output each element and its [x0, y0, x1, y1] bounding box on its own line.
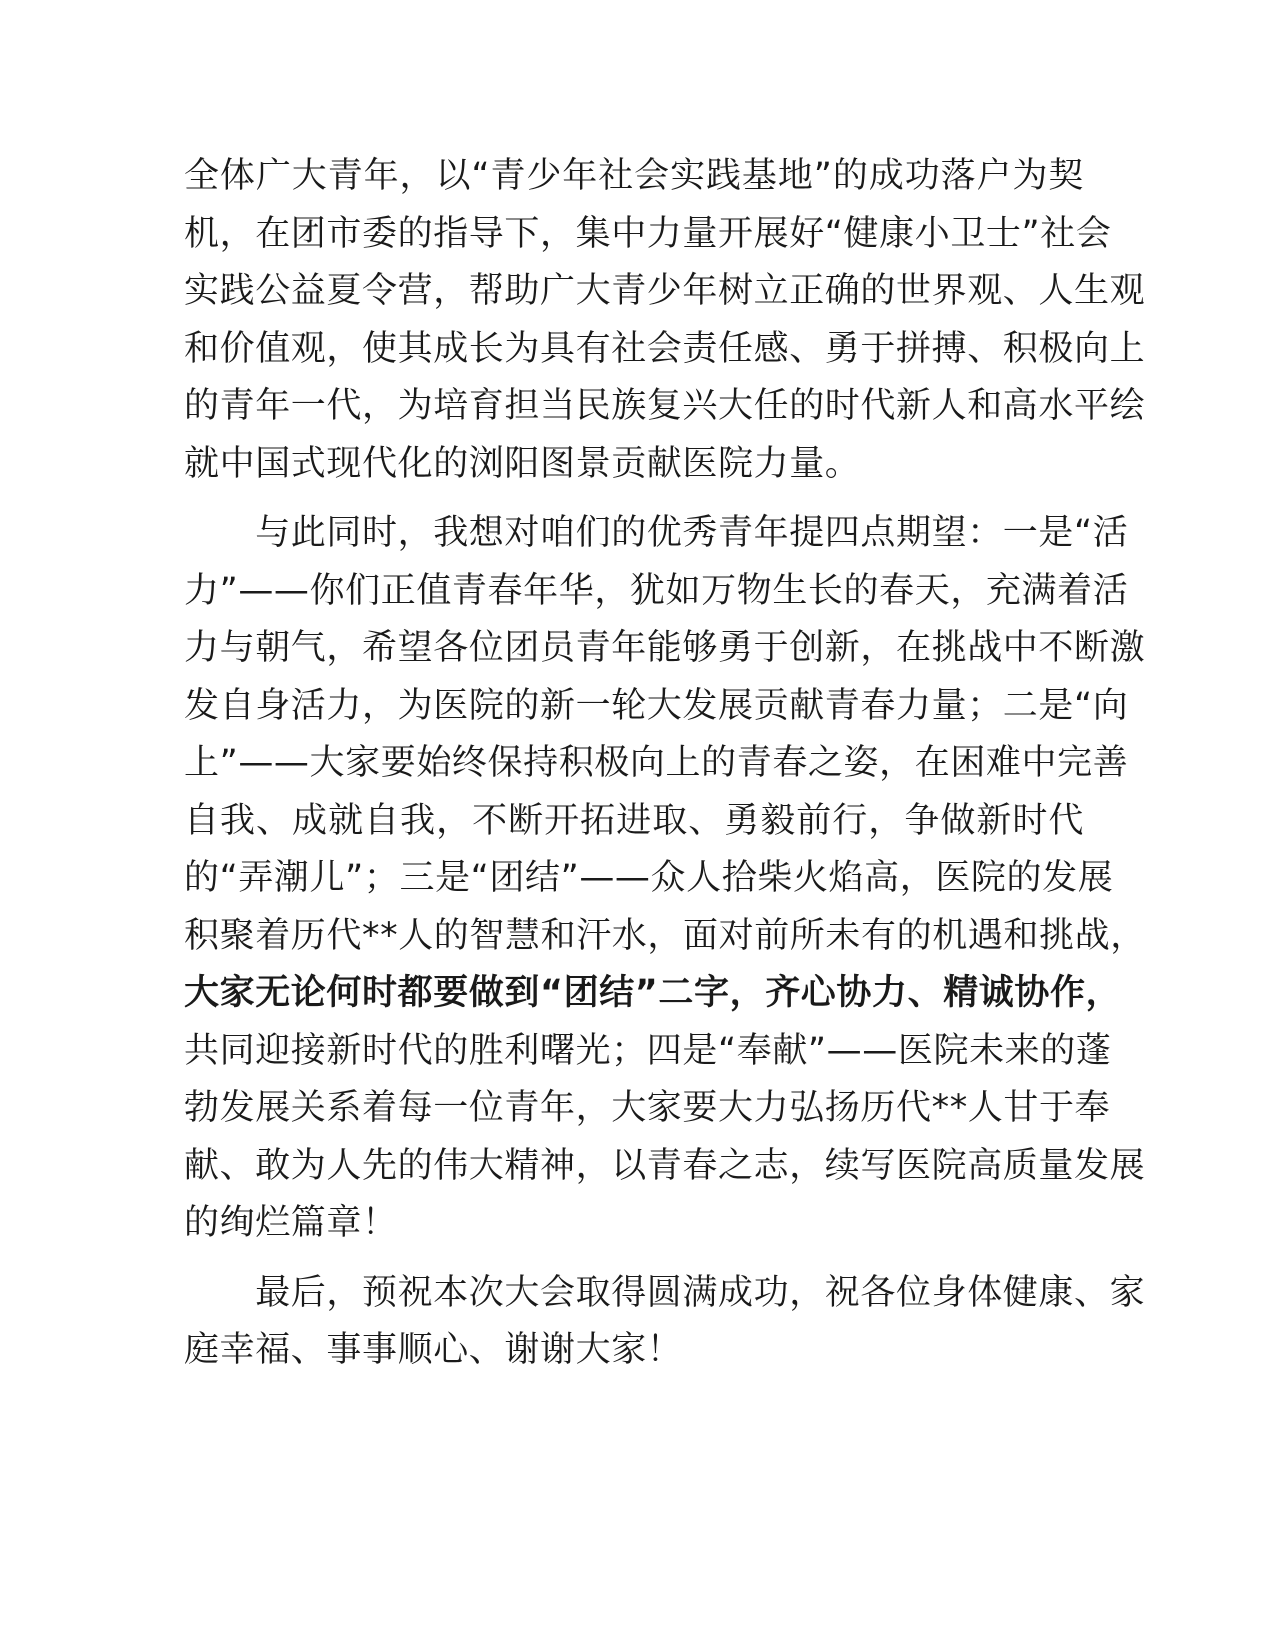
text-line: 发自身活力，为医院的新一轮大发展贡献青春力量；二是“向	[184, 685, 1129, 726]
paragraph-1	[184, 148, 1146, 493]
text-line: 实践公益夏令营，帮助广大青少年树立正确的世界观、人生观	[184, 271, 1146, 311]
text-line: 的绚烂篇章！	[184, 1203, 398, 1243]
text-line: 庭幸福、事事顺心、谢谢大家！	[184, 1330, 683, 1370]
text-line: 的青年一代，为培育担当民族复兴大任的时代新人和高水平绘	[184, 386, 1146, 426]
text-line: 勃发展关系着每一位青年，大家要大力弘扬历代**人甘于奉	[184, 1088, 1111, 1128]
text-line: 全体广大青年，以“青少年社会实践基地”的成功落户为契	[184, 156, 1084, 196]
text-line: 积聚着历代**人的智慧和汗水，面对前所未有的机遇和挑战，	[184, 915, 1146, 956]
paragraph-3	[184, 1265, 1146, 1380]
text-line: 力”——你们正值青春年华，犹如万物生长的春天，充满着活	[184, 570, 1129, 611]
text-line: 与此同时，我想对咱们的优秀青年提四点期望：一是“活	[184, 513, 1129, 553]
text-line: 共同迎接新时代的胜利曙光；四是“奉献”——医院未来的蓬	[184, 1030, 1112, 1071]
text-line: 自我、成就自我，不断开拓进取、勇毅前行，争做新时代	[184, 800, 1084, 841]
text-line-bold: 大家无论何时都要做到“团结”二字，齐心协力、精诚协作，	[184, 973, 1122, 1013]
paragraph-spacer	[184, 1253, 1084, 1265]
text-line: 就中国式现代化的浏阳图景贡献医院力量。	[184, 443, 861, 484]
text-line: 最后，预祝本次大会取得圆满成功，祝各位身体健康、家	[184, 1272, 1146, 1313]
paragraph-spacer	[184, 493, 1084, 505]
text-line: 上”——大家要始终保持积极向上的青春之姿，在困难中完善	[184, 743, 1129, 783]
paragraph-2	[184, 505, 1146, 1253]
text-line: 机，在团市委的指导下，集中力量开展好“健康小卫士”社会	[184, 213, 1112, 254]
text-line: 献、敢为人先的伟大精神，以青春之志，续写医院高质量发展	[184, 1145, 1146, 1186]
text-line: 力与朝气，希望各位团员青年能够勇于创新，在挑战中不断激	[184, 628, 1146, 668]
text-line: 和价值观，使其成长为具有社会责任感、勇于拼搏、积极向上	[184, 328, 1146, 369]
document-page	[184, 148, 1146, 1380]
text-line: 的“弄潮儿”；三是“团结”——众人拾柴火焰高，医院的发展	[184, 858, 1114, 898]
